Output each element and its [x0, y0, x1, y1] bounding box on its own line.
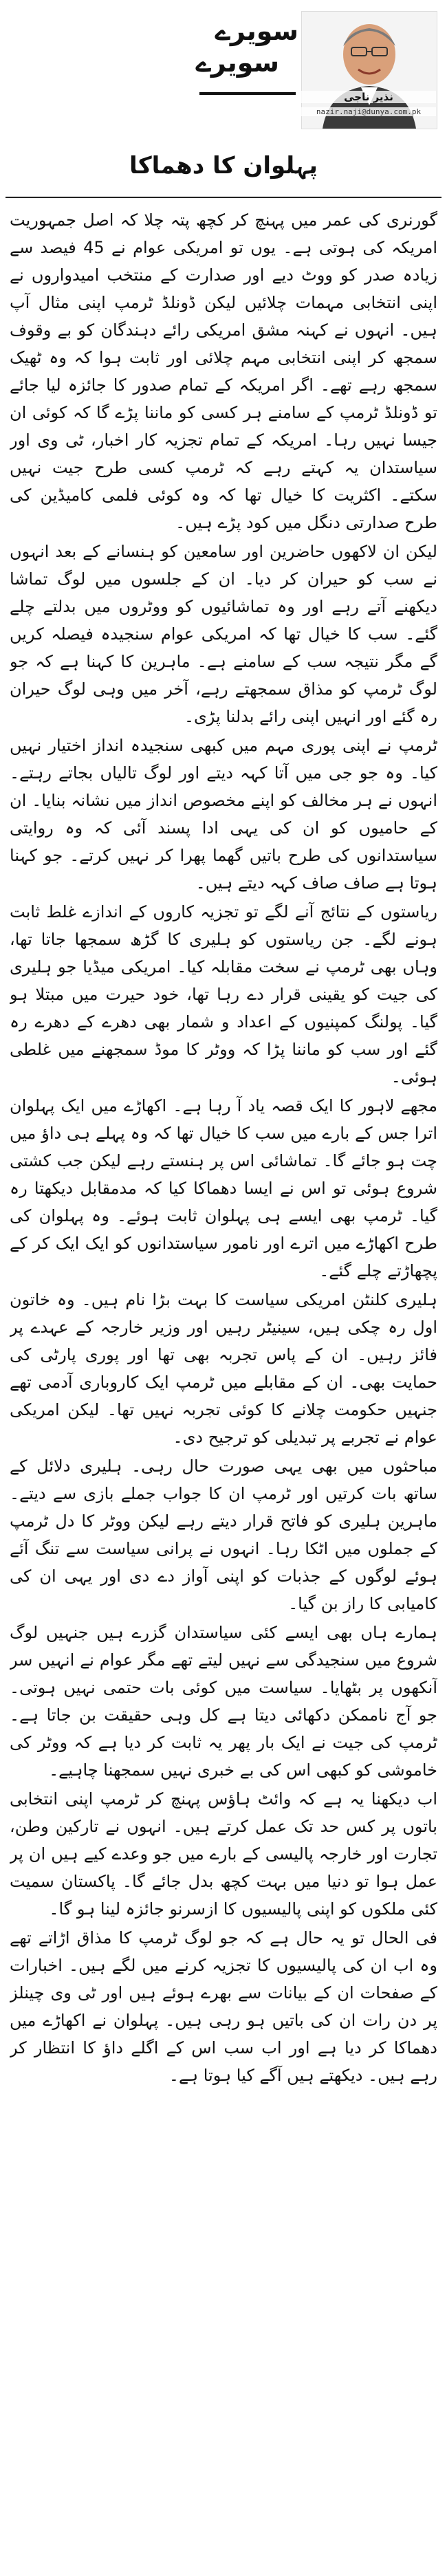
- article-paragraph: ہمارے ہاں بھی ایسے کئی سیاستدان گزرے ہیں جنہیں لوگ شروع میں سنجیدگی سے نہیں لیتے تھے مگر عوام نے انہیں سر آنکھوں پر بٹھایا۔ سیاست میں کوئی بات حتمی نہیں ہوتی۔ جو آج ناممکن دکھائی دیتا ہے کل وہی حقیقت بن جاتا ہے۔ ٹرمپ کی جیت نے ایک بار پھر یہ ثابت کر دیا ہے کہ ووٹر کی خاموشی کو کبھی اس کی بے خبری نہیں سمجھنا چاہیے۔: [10, 1623, 437, 1780]
- article-paragraph: فی الحال تو یہ حال ہے کہ جو لوگ ٹرمپ کا مذاق اڑاتے تھے وہ اب ان کی پالیسیوں کا تجزیہ کرنے میں لگے ہیں۔ اخبارات کے صفحات ان کے بیانات سے بھرے ہوئے ہیں اور ٹی وی چینلز پر دن رات ان کی باتیں ہو رہی ہیں۔ پہلوان نے اکھاڑے میں دھماکا کر دیا ہے اور اب سب اس کے اگلے داؤ کا انتظار کر رہے ہیں۔ دیکھتے ہیں آگے کیا ہوتا ہے۔: [10, 1928, 437, 2085]
- brand-line-second: سویرے: [195, 47, 279, 78]
- column-title: پہلوان کا دھماکا: [129, 152, 318, 179]
- article-paragraph: مباحثوں میں بھی یہی صورت حال رہی۔ ہلیری دلائل کے ساتھ بات کرتیں اور ٹرمپ ان کا جواب جملے بازی سے دیتے۔ ماہرین ہلیری کو فاتح قرار دیتے رہے لیکن ووٹر کا دل ٹرمپ کے جملوں میں اٹکا رہا۔ انہوں نے پرانی سیاست سے تنگ آئے ہوئے لوگوں کے جذبات کو اپنی آواز دے دی اور یہی ان کی کامیابی کا راز بن گیا۔: [10, 1456, 437, 1613]
- article-paragraph: گورنری کی عمر میں پہنچ کر کچھ پتہ چلا کہ اصل جمہوریت امریکہ کی ہوتی ہے۔ یوں تو امریکی عوام نے 45 فیصد سے زیادہ صدر کو ووٹ دیے اور صدارت کے منتخب امیدواروں نے اپنی انتخابی مہمات چلائیں لیکن ڈونلڈ ٹرمپ اپنی مثال آپ ہیں۔ انہوں نے کہنہ مشق امریکی رائے دہندگان کو بے وقوف سمجھ کر اپنی انتخابی مہم چلائی اور ثابت ہوا کہ وہ ٹھیک سمجھ رہے تھے۔ اگر امریکہ کے تمام صدور کا جائزہ لیا جائے تو ڈونلڈ ٹرمپ کے سامنے ہر کسی کو ماننا پڑے گا کہ کوئی ان جیسا نہیں رہا۔ امریکہ کے تمام تجزیہ کار اخبار، ٹی وی اور سیاستدان یہ کہتے رہے کہ ٹرمپ کسی طرح جیت نہیں سکتے۔ اکثریت کا خیال تھا کہ وہ کوئی فلمی کامیڈین کی طرح صدارتی دنگل میں کود پڑے ہیں۔: [10, 210, 437, 532]
- article-paragraph: مجھے لاہور کا ایک قصہ یاد آ رہا ہے۔ اکھاڑے میں ایک پہلوان اترا جس کے بارے میں سب کا خیال تھا کہ وہ پہلے ہی داؤ میں چت ہو جائے گا۔ تماشائی اس پر ہنستے رہے لیکن جب کشتی شروع ہوئی تو اس نے ایسا دھماکا کیا کہ مدمقابل دیکھتا رہ گیا۔ ٹرمپ بھی ایسے ہی پہلوان ثابت ہوئے۔ وہ پہلوان کی طرح اکھاڑے میں اترے اور نامور سیاستدانوں کو ایک ایک کر کے پچھاڑتے چلے گئے۔: [10, 1096, 437, 1280]
- column-brand: [195, 15, 298, 111]
- header-divider: [6, 197, 441, 198]
- author-name: نذیر ناجی: [301, 91, 436, 103]
- author-email: nazir.naji@dunya.com.pk: [301, 107, 436, 116]
- article-paragraph: ٹرمپ نے اپنی پوری مہم میں کبھی سنجیدہ انداز اختیار نہیں کیا۔ وہ جو جی میں آتا کہہ دیتے اور لوگ تالیاں بجاتے رہتے۔ انہوں نے ہر مخالف کو اپنے مخصوص انداز میں نشانہ بنایا۔ ان کے حامیوں کو ان کی یہی ادا پسند آئی کہ وہ روایتی سیاستدانوں کی طرح باتیں گھما پھرا کر نہیں کرتے۔ جو کہنا ہوتا ہے صاف صاف کہہ دیتے ہیں۔: [10, 736, 437, 893]
- article-paragraph: لیکن ان لاکھوں حاضرین اور سامعین کو ہنسانے کے بعد انہوں نے سب کو حیران کر دیا۔ ان کے جلسوں میں لوگ تماشا دیکھنے آتے رہے اور وہ تماشائیوں کو ووٹروں میں بدلتے چلے گئے۔ سب کا خیال تھا کہ امریکی عوام سنجیدہ فیصلہ کریں گے مگر نتیجہ سب کے سامنے ہے۔ ماہرین کا کہنا ہے کہ جو لوگ ٹرمپ کو مذاق سمجھتے رہے، آخر میں وہی لوگ حیران رہ گئے اور انہیں اپنی رائے بدلنا پڑی۔: [10, 542, 437, 726]
- article-paragraph: اب دیکھنا یہ ہے کہ وائٹ ہاؤس پہنچ کر ٹرمپ اپنی انتخابی باتوں پر کس حد تک عمل کرتے ہیں۔ انہوں نے تارکین وطن، تجارت اور خارجہ پالیسی کے بارے میں جو وعدے کیے ہیں ان پر عمل ہوا تو دنیا میں بہت کچھ بدل جائے گا۔ پاکستان سمیت کئی ملکوں کو اپنی پالیسیوں کا ازسرنو جائزہ لینا ہو گا۔: [10, 1789, 437, 1919]
- brand-line-first: سویرے: [215, 16, 298, 46]
- brand-underline: [199, 92, 296, 95]
- article-body: [10, 206, 437, 2566]
- article-paragraph: ہلیری کلنٹن امریکی سیاست کا بہت بڑا نام ہیں۔ وہ خاتون اول رہ چکی ہیں، سینیٹر رہیں اور وزیر خارجہ کے عہدے پر فائز رہیں۔ ان کے پاس تجربہ بھی تھا اور پوری پارٹی کی حمایت بھی۔ ان کے مقابلے میں ٹرمپ ایک کاروباری آدمی تھے جنہیں حکومت چلانے کا کوئی تجربہ نہیں تھا۔ لیکن امریکی عوام نے تجربے پر تبدیلی کو ترجیح دی۔: [10, 1290, 437, 1447]
- article-paragraph: ریاستوں کے نتائج آنے لگے تو تجزیہ کاروں کے اندازے غلط ثابت ہونے لگے۔ جن ریاستوں کو ہلیری کا گڑھ سمجھا جاتا تھا، وہاں بھی ٹرمپ نے سخت مقابلہ کیا۔ امریکی میڈیا جو ہلیری کی جیت کو یقینی قرار دے رہا تھا، خود حیرت میں مبتلا ہو گیا۔ پولنگ کمپنیوں کے اعداد و شمار بھی دھرے کے دھرے رہ گئے اور سب کو ماننا پڑا کہ ووٹر کا موڈ سمجھنے میں غلطی ہوئی۔: [10, 902, 437, 1087]
